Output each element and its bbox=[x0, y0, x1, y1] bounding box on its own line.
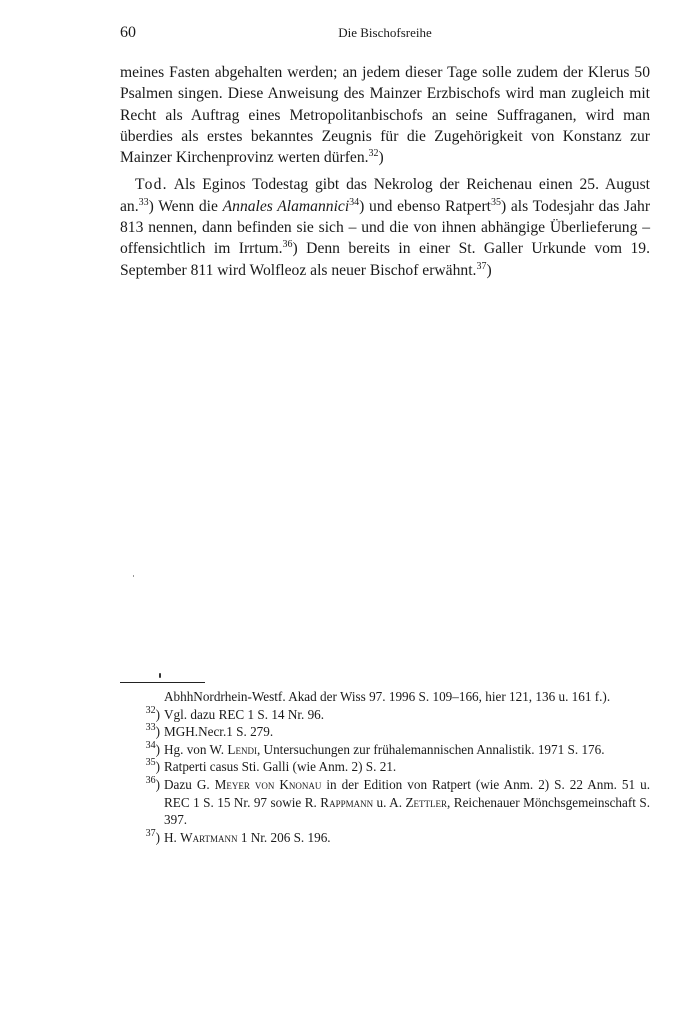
footnotes bbox=[120, 688, 650, 846]
fn34-text-b: , Untersuchungen zur frühalemannischen Annalistik. 1971 S. 176. bbox=[256, 741, 605, 757]
footnote-number: $^{36}$) bbox=[145, 774, 160, 792]
paragraph-2-text-e: ) Denn bereits in einer St. Galler Urkunde vom 19. September 811 wird Wolfleoz als neuer Bischof erwähnt. bbox=[120, 240, 651, 279]
footnote-continuation: AbhhNordrhein-Westf. Akad der Wiss 97. 1996 S. 109–166, hier 121, 136 u. 161 f.). bbox=[164, 689, 611, 704]
page-number: 60 bbox=[120, 24, 136, 41]
footnote-number-36: 36 bbox=[145, 774, 156, 786]
fn36-text-b: in der Edition von Ratpert (wie Anm. 2) S. 22 Anm. 51 u. REC 1 S. 15 Nr. 97 sowie R. bbox=[164, 776, 650, 810]
footnote-number: $^{33}$) bbox=[145, 722, 160, 740]
running-head: Die Bischofsreihe bbox=[338, 25, 432, 40]
work-title-annales: Annales Alamannici bbox=[222, 197, 350, 215]
footnote-number-32: 32 bbox=[145, 704, 156, 716]
footnote-number: $^{34}$) bbox=[145, 739, 160, 757]
footnote-number: $^{32}$) bbox=[145, 704, 160, 722]
author-name-wartmann: Wartmann bbox=[180, 829, 238, 845]
fn36-text-d: , Reichenauer Mönchsgemeinschaft S. 397. bbox=[164, 794, 651, 828]
paragraph-2: Tod. Als Eginos Todestag gibt das Nekrolog der Reichenau einen 25. August an.$^{33}$) Wenn die Annales Alamannici$^{34}$) und ebenso Ratpert$^{35}$) als Todesjahr das Jahr 813 nennen, dann befinden sie sich – und die von ihnen abhängige Überlieferung – offensichtlich im Irrtum.$^{36}$) Denn bereits in einer St. Galler Urkunde vom 19. September 811 wird Wolfleoz als neuer Bischof erwähnt.$^{37}$) bbox=[120, 176, 651, 279]
fn37-text-b: 1 Nr. 206 S. 196. bbox=[237, 829, 331, 845]
footnote-32 bbox=[120, 706, 650, 724]
paragraph-2-text-a: Als Eginos Todestag gibt das Nekrolog der Reichenau einen 25. August an. bbox=[120, 176, 650, 215]
paragraph-2-text-d: ) als Todesjahr das Jahr 813 nennen, dann befinden sie sich – und die von ihnen abhängige Überlieferung – offensichtlich im Irrtum. bbox=[120, 197, 651, 258]
footnote-35 bbox=[120, 758, 650, 776]
footnote-ref-37[interactable]: 37 bbox=[476, 260, 487, 272]
section-lead-word: Tod. bbox=[135, 176, 168, 194]
fn36-text-a: Dazu G. bbox=[164, 776, 215, 792]
author-name-meyer-von-knonau: Meyer von Knonau bbox=[214, 776, 322, 792]
author-name-zettler: Zettler bbox=[405, 794, 448, 810]
footnote-separator bbox=[120, 682, 205, 683]
footnote-number-35: 35 bbox=[145, 757, 156, 769]
footnote-text bbox=[164, 829, 650, 847]
footnote-number-34: 34 bbox=[145, 739, 156, 751]
footnote-number-37: 37 bbox=[145, 827, 156, 839]
footnote-ref-32[interactable]: 32 bbox=[368, 148, 379, 160]
footnote-ref-36[interactable]: 36 bbox=[282, 239, 293, 251]
footnote-ref-35[interactable]: 35 bbox=[491, 196, 502, 208]
paragraph-1-text: meines Fasten abgehalten werden; an jedem dieser Tage solle zudem der Klerus 50 Psalmen singen. Diese Anweisung des Mainzer Erzbischofs wird man zugleich mit Recht als Auftrag eines Metropolitanbischofs an seine Suffraganen, wird man überdies als erstes bekanntes Zeugnis für die Zugehörigkeit von Konstanz zur Mainzer Kirchenprovinz werten dürfen. bbox=[120, 64, 650, 167]
stray-tick-mark bbox=[159, 673, 161, 678]
footnote-ref-34[interactable]: 34 bbox=[349, 196, 360, 208]
footnote-text bbox=[164, 776, 650, 829]
author-name-rappmann: Rappmann bbox=[320, 794, 374, 810]
footnote-33 bbox=[120, 723, 650, 741]
footnote-text: MGH.Necr.1 S. 279. bbox=[164, 724, 274, 740]
body-text bbox=[120, 62, 650, 281]
stray-dot-mark bbox=[133, 575, 134, 577]
footnote-text: Ratperti casus Sti. Galli (wie Anm. 2) S. 21. bbox=[164, 759, 397, 775]
footnote-ref-33[interactable]: 33 bbox=[138, 196, 149, 208]
page-header bbox=[120, 24, 650, 46]
paragraph-2-text-b: ) Wenn die bbox=[148, 197, 223, 215]
paragraph-2-text-c: ) und ebenso Ratpert bbox=[359, 197, 492, 215]
fn36-text-c: u. A. bbox=[373, 794, 406, 810]
footnote-37 bbox=[120, 829, 650, 847]
footnote-number: $^{35}$) bbox=[145, 757, 160, 775]
footnote-number-33: 33 bbox=[145, 722, 156, 734]
footnote-text bbox=[164, 741, 650, 759]
footnote-36 bbox=[120, 776, 650, 829]
paragraph-1: meines Fasten abgehalten werden; an jedem dieser Tage solle zudem der Klerus 50 Psalmen singen. Diese Anweisung des Mainzer Erzbischofs wird man zugleich mit Recht als Auftrag eines Metropolitanbischofs an seine Suffraganen, wird man überdies als erstes bekanntes Zeugnis für die Zugehörigkeit von Konstanz zur Mainzer Kirchenprovinz werten dürfen.$^{32}$) bbox=[120, 64, 650, 167]
footnote-number: $^{37}$) bbox=[145, 827, 160, 845]
fn34-text-a: Hg. von W. bbox=[164, 741, 228, 757]
fn37-text-a: H. bbox=[164, 829, 181, 845]
author-name-lendi: Lendi bbox=[227, 741, 257, 757]
footnote-text: Vgl. dazu REC 1 S. 14 Nr. 96. bbox=[164, 706, 325, 722]
footnote-34 bbox=[120, 741, 650, 759]
